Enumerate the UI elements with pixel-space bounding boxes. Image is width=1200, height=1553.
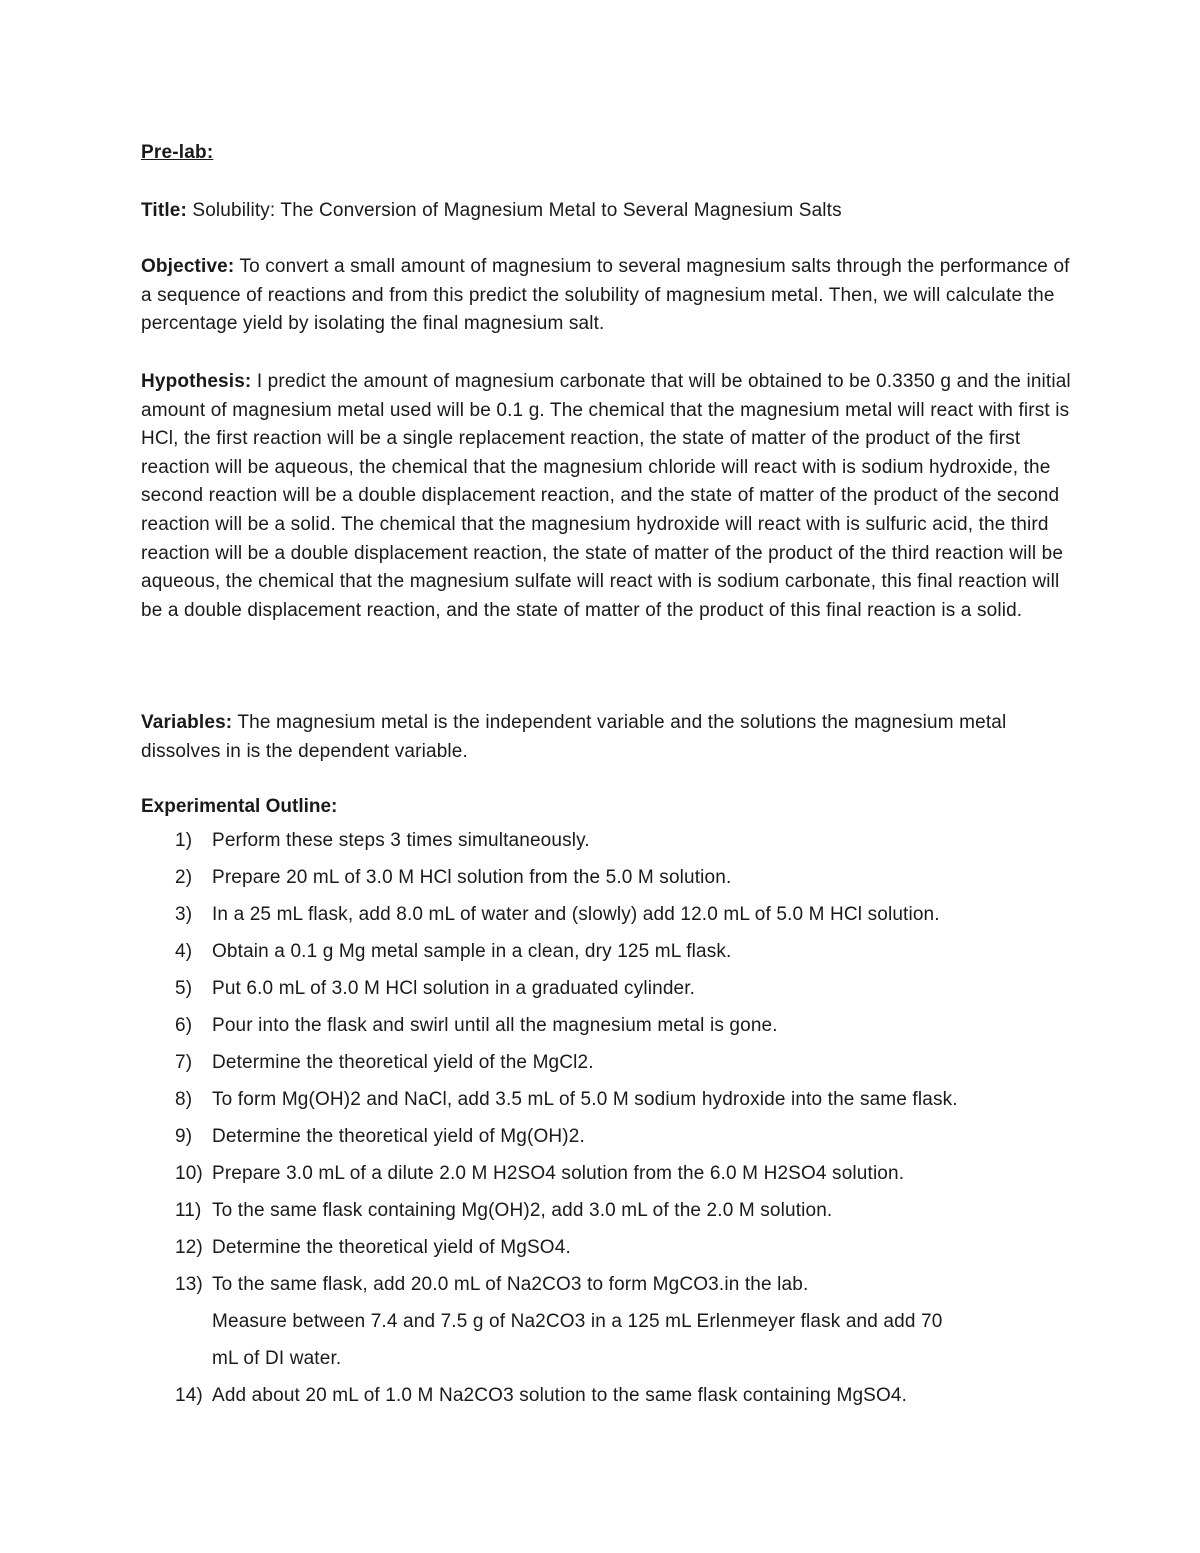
step-number: 11)	[175, 1200, 202, 1221]
variables-text: The magnesium metal is the independent variable and the solutions the magnesium metal dissolves in is the dependent variable.	[141, 712, 1007, 762]
step-number: 13)	[175, 1274, 203, 1295]
hypothesis-label: Hypothesis:	[141, 371, 252, 392]
step-text: To the same flask, add 20.0 mL of Na2CO3 to form MgCO3.in the lab.	[212, 1274, 809, 1295]
step-text: In a 25 mL flask, add 8.0 mL of water and (slowly) add 12.0 mL of 5.0 M HCl solution.	[212, 904, 940, 925]
section-heading: Pre-lab:	[141, 142, 214, 163]
outline-step	[141, 822, 1081, 859]
step-number: 1)	[175, 830, 193, 851]
step-text: Pour into the flask and swirl until all the magnesium metal is gone.	[212, 1015, 778, 1036]
objective-label: Objective:	[141, 256, 235, 277]
outline-step	[141, 970, 1081, 1007]
title-text: Solubility: The Conversion of Magnesium Metal to Several Magnesium Salts	[186, 200, 842, 221]
outline-step	[141, 896, 1081, 933]
step-text: Determine the theoretical yield of MgSO4.	[212, 1237, 571, 1258]
step-number: 4)	[175, 941, 193, 962]
step-number: 6)	[175, 1015, 193, 1036]
step-number: 9)	[175, 1126, 193, 1147]
title-label: Title:	[141, 200, 187, 221]
hypothesis-text: I predict the amount of magnesium carbonate that will be obtained to be 0.3350 g and the initial amount of magnesium metal used will be 0.1 g. The chemical that the magnesium metal will react with first is HCl, the first reaction will be a single replacement reaction, the state of matter of the product of the first reaction will be aqueous, the chemical that the magnesium chloride will react with is sodium hydroxide, the second reaction will be a double displacement reaction, and the state of matter of the product of the second reaction will be a solid. The chemical that the magnesium hydroxide will react with is sulfuric acid, the third reaction will be a double displacement reaction, the state of matter of the product of the third reaction will be aqueous, the chemical that the magnesium sulfate will react with is sodium carbonate, this final reaction will be a double displacement reaction, and the state of matter of the product of this final reaction is a solid.	[141, 371, 1071, 621]
outline-steps	[141, 822, 1081, 1414]
outline-step	[141, 1229, 1081, 1266]
step-text: Prepare 3.0 mL of a dilute 2.0 M H2SO4 solution from the 6.0 M H2SO4 solution.	[212, 1163, 905, 1184]
variables-label: Variables:	[141, 712, 233, 733]
step-subtext: Measure between 7.4 and 7.5 g of Na2CO3 in a 125 mL Erlenmeyer flask and add 70	[212, 1311, 943, 1332]
outline-step	[141, 1192, 1081, 1229]
step-text: Perform these steps 3 times simultaneously.	[212, 830, 590, 851]
outline-step	[141, 1377, 1081, 1414]
step-number: 12)	[175, 1237, 203, 1258]
step-number: 2)	[175, 867, 193, 888]
step-number: 5)	[175, 978, 193, 999]
outline-step	[141, 1081, 1081, 1118]
outline-step	[141, 933, 1081, 970]
outline-step	[141, 1118, 1081, 1155]
step-number: 10)	[175, 1163, 203, 1184]
outline-step	[141, 1044, 1081, 1081]
step-text: Put 6.0 mL of 3.0 M HCl solution in a graduated cylinder.	[212, 978, 696, 999]
step-text: Prepare 20 mL of 3.0 M HCl solution from the 5.0 M solution.	[212, 867, 732, 888]
step-number: 7)	[175, 1052, 193, 1073]
outline-step	[141, 1007, 1081, 1044]
objective-text: To convert a small amount of magnesium to several magnesium salts through the performance of a sequence of reactions and from this predict the solubility of magnesium metal. Then, we will calculate the percentage yield by isolating the final magnesium salt.	[141, 256, 1070, 335]
step-text: To form Mg(OH)2 and NaCl, add 3.5 mL of 5.0 M sodium hydroxide into the same flask.	[212, 1089, 958, 1110]
outline-step	[141, 1266, 1081, 1377]
step-number: 3)	[175, 904, 193, 925]
step-number: 14)	[175, 1385, 203, 1406]
outline-step	[141, 1155, 1081, 1192]
step-number: 8)	[175, 1089, 193, 1110]
title-paragraph	[141, 197, 1071, 226]
step-text: Add about 20 mL of 1.0 M Na2CO3 solution to the same flask containing MgSO4.	[212, 1385, 908, 1406]
variables-paragraph	[141, 709, 1071, 766]
step-text: Determine the theoretical yield of Mg(OH)2.	[212, 1126, 585, 1147]
step-text: Obtain a 0.1 g Mg metal sample in a clean, dry 125 mL flask.	[212, 941, 732, 962]
outline-step	[141, 859, 1081, 896]
objective-paragraph	[141, 253, 1071, 339]
step-text: Determine the theoretical yield of the MgCl2.	[212, 1052, 594, 1073]
step-text: To the same flask containing Mg(OH)2, add 3.0 mL of the 2.0 M solution.	[212, 1200, 833, 1221]
outline-title: Experimental Outline:	[141, 796, 338, 817]
step-subtext: mL of DI water.	[212, 1348, 342, 1369]
hypothesis-paragraph	[141, 368, 1071, 625]
